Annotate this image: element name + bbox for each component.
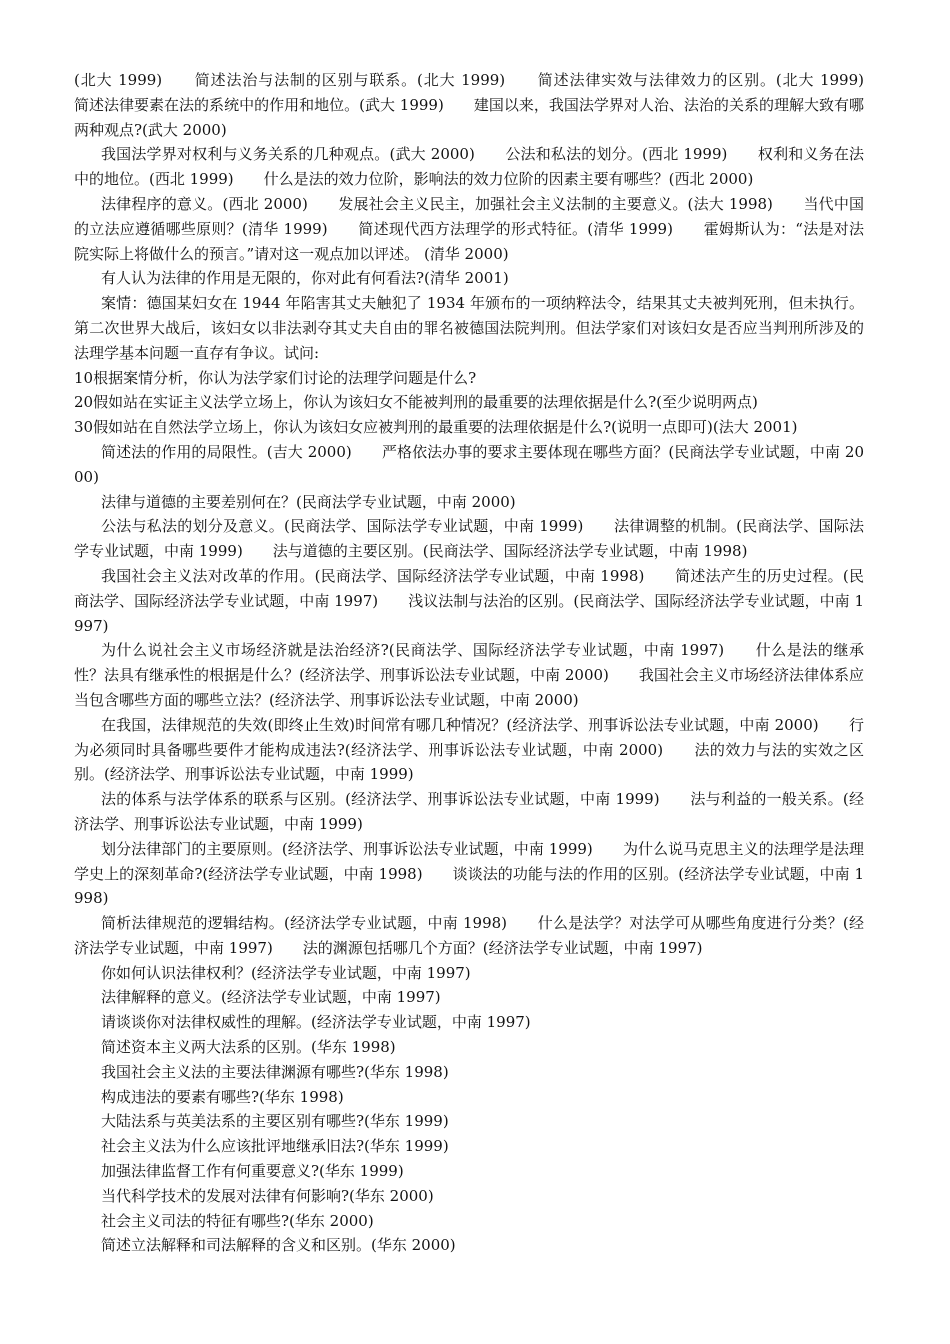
paragraph: 公法与私法的划分及意义。(民商法学、国际法学专业试题，中南 1999) 法律调整的机制。(民商法学、国际法学专业试题，中南 1999) 法与道德的主要区别。(民商法学、国际经济法学专业试题，中南 1998) <box>74 517 864 561</box>
case-question-1: 10根据案情分析，你认为法学家们讨论的法理学问题是什么? <box>74 368 477 387</box>
list-item: 简述立法解释和司法解释的含义和区别。(华东 2000) <box>101 1236 456 1255</box>
paragraph: 划分法律部门的主要原则。(经济法学、刑事诉讼法专业试题，中南 1999) 为什么说马克思主义的法理学是法理学史上的深刻革命?(经济法学专业试题，中南 1998) 谈谈法的功能与法的作用的区别。(经济法学专业试题，中南 1998) <box>74 839 864 908</box>
list-item: 加强法律监督工作有何重要意义?(华东 1999) <box>101 1162 404 1181</box>
list-item: 社会主义法为什么应该批评地继承旧法?(华东 1999) <box>101 1137 449 1156</box>
paragraph: 法的体系与法学体系的联系与区别。(经济法学、刑事诉讼法专业试题，中南 1999) 法与利益的一般关系。(经济法学、刑事诉讼法专业试题，中南 1999) <box>74 790 864 833</box>
list-item: 构成违法的要素有哪些?(华东 1998) <box>101 1087 344 1106</box>
list-item: 你如何认识法律权利？(经济法学专业试题，中南 1997) <box>101 963 471 982</box>
paragraph: 我国社会主义法对改革的作用。(民商法学、国际经济法学专业试题，中南 1998) 简述法产生的历史过程。(民商法学、国际经济法学专业试题，中南 1997) 浅议法制与法治的区别。(民商法学、国际经济法学专业试题，中南 1997) <box>74 566 864 635</box>
paragraph: 简述法的作用的局限性。(吉大 2000) 严格依法办事的要求主要体现在哪些方面？(民商法学专业试题，中南 2000) <box>74 442 864 486</box>
list-item: 法律解释的意义。(经济法学专业试题，中南 1997) <box>101 988 441 1007</box>
list-item: 简述资本主义两大法系的区别。(华东 1998) <box>101 1038 396 1057</box>
paragraph: 我国法学界对权利与义务关系的几种观点。(武大 2000) 公法和私法的划分。(西北 1999) 权利和义务在法中的地位。(西北 1999) 什么是法的效力位阶，影响法的效力位阶的因素主要有哪些？(西北 2000) <box>74 145 864 189</box>
paragraph: 为什么说社会主义市场经济就是法治经济?(民商法学、国际经济法学专业试题，中南 1997) 什么是法的继承性？法具有继承性的根据是什么？(经济法学、刑事诉讼法专业试题，中南 2000) 我国社会主义市场经济法律体系应当包含哪些方面的哪些立法？(经济法学、刑事诉讼法专业试题，中南 2000) <box>74 641 864 709</box>
list-item: 我国社会主义法的主要法律渊源有哪些?(华东 1998) <box>101 1062 449 1081</box>
paragraph: 法律程序的意义。(西北 2000) 发展社会主义民主，加强社会主义法制的主要意义。(法大 1998) 当代中国的立法应遵循哪些原则？(清华 1999) 简述现代西方法理学的形式特征。(清华 1999) 霍姆斯认为：“法是对法院实际上将做什么的预言。”请对这一观点加以评述。 (清华 2000) <box>74 194 864 263</box>
paragraph: 有人认为法律的作用是无限的，你对此有何看法?(清华 2001) <box>101 269 509 288</box>
case-question-3: 30假如站在自然法学立场上，你认为该妇女应被判刑的最重要的法理依据是什么?(说明一点即可)(法大 2001) <box>74 418 798 437</box>
paragraph: 法律与道德的主要差别何在？(民商法学专业试题，中南 2000) <box>101 492 516 511</box>
list-item: 大陆法系与英美法系的主要区别有哪些?(华东 1999) <box>101 1112 449 1131</box>
list-item: 请谈谈你对法律权威性的理解。(经济法学专业试题，中南 1997) <box>101 1013 531 1032</box>
case-paragraph: 案情：德国某妇女在 1944 年陷害其丈夫触犯了 1934 年颁布的一项纳粹法令，结果其丈夫被判死刑，但未执行。第二次世界大战后，该妇女以非法剥夺其丈夫自由的罪名被德国法院判刑。但法学家们对该妇女是否应当判刑所涉及的法理学基本问题一直存有争议。试问: <box>74 294 864 362</box>
paragraph: 在我国，法律规范的失效(即终止生效)时间常有哪几种情况？(经济法学、刑事诉讼法专业试题，中南 2000) 行为必须同时具备哪些要件才能构成违法?(经济法学、刑事诉讼法专业试题，中南 2000) 法的效力与法的实效之区别。(经济法学、刑事诉讼法专业试题，中南 1999) <box>74 715 864 784</box>
list-item: 社会主义司法的特征有哪些?(华东 2000) <box>101 1211 374 1230</box>
paragraph: 简析法律规范的逻辑结构。(经济法学专业试题，中南 1998) 什么是法学？对法学可从哪些角度进行分类？(经济法学专业试题，中南 1997) 法的渊源包括哪几个方面？(经济法学专业试题，中南 1997) <box>74 914 864 957</box>
paragraph: (北大 1999) 简述法治与法制的区别与联系。(北大 1999) 简述法律实效与法律效力的区别。(北大 1999) 简述法律要素在法的系统中的作用和地位。(武大 1999) 建国以来，我国法学界对人治、法治的关系的理解大致有哪两种观点?(武大 2000) <box>74 71 895 139</box>
list-item: 当代科学技术的发展对法律有何影响?(华东 2000) <box>101 1186 434 1205</box>
document-body <box>74 68 895 1258</box>
case-question-2: 20假如站在实证主义法学立场上，你认为该妇女不能被判刑的最重要的法理依据是什么?(至少说明两点) <box>74 393 758 412</box>
